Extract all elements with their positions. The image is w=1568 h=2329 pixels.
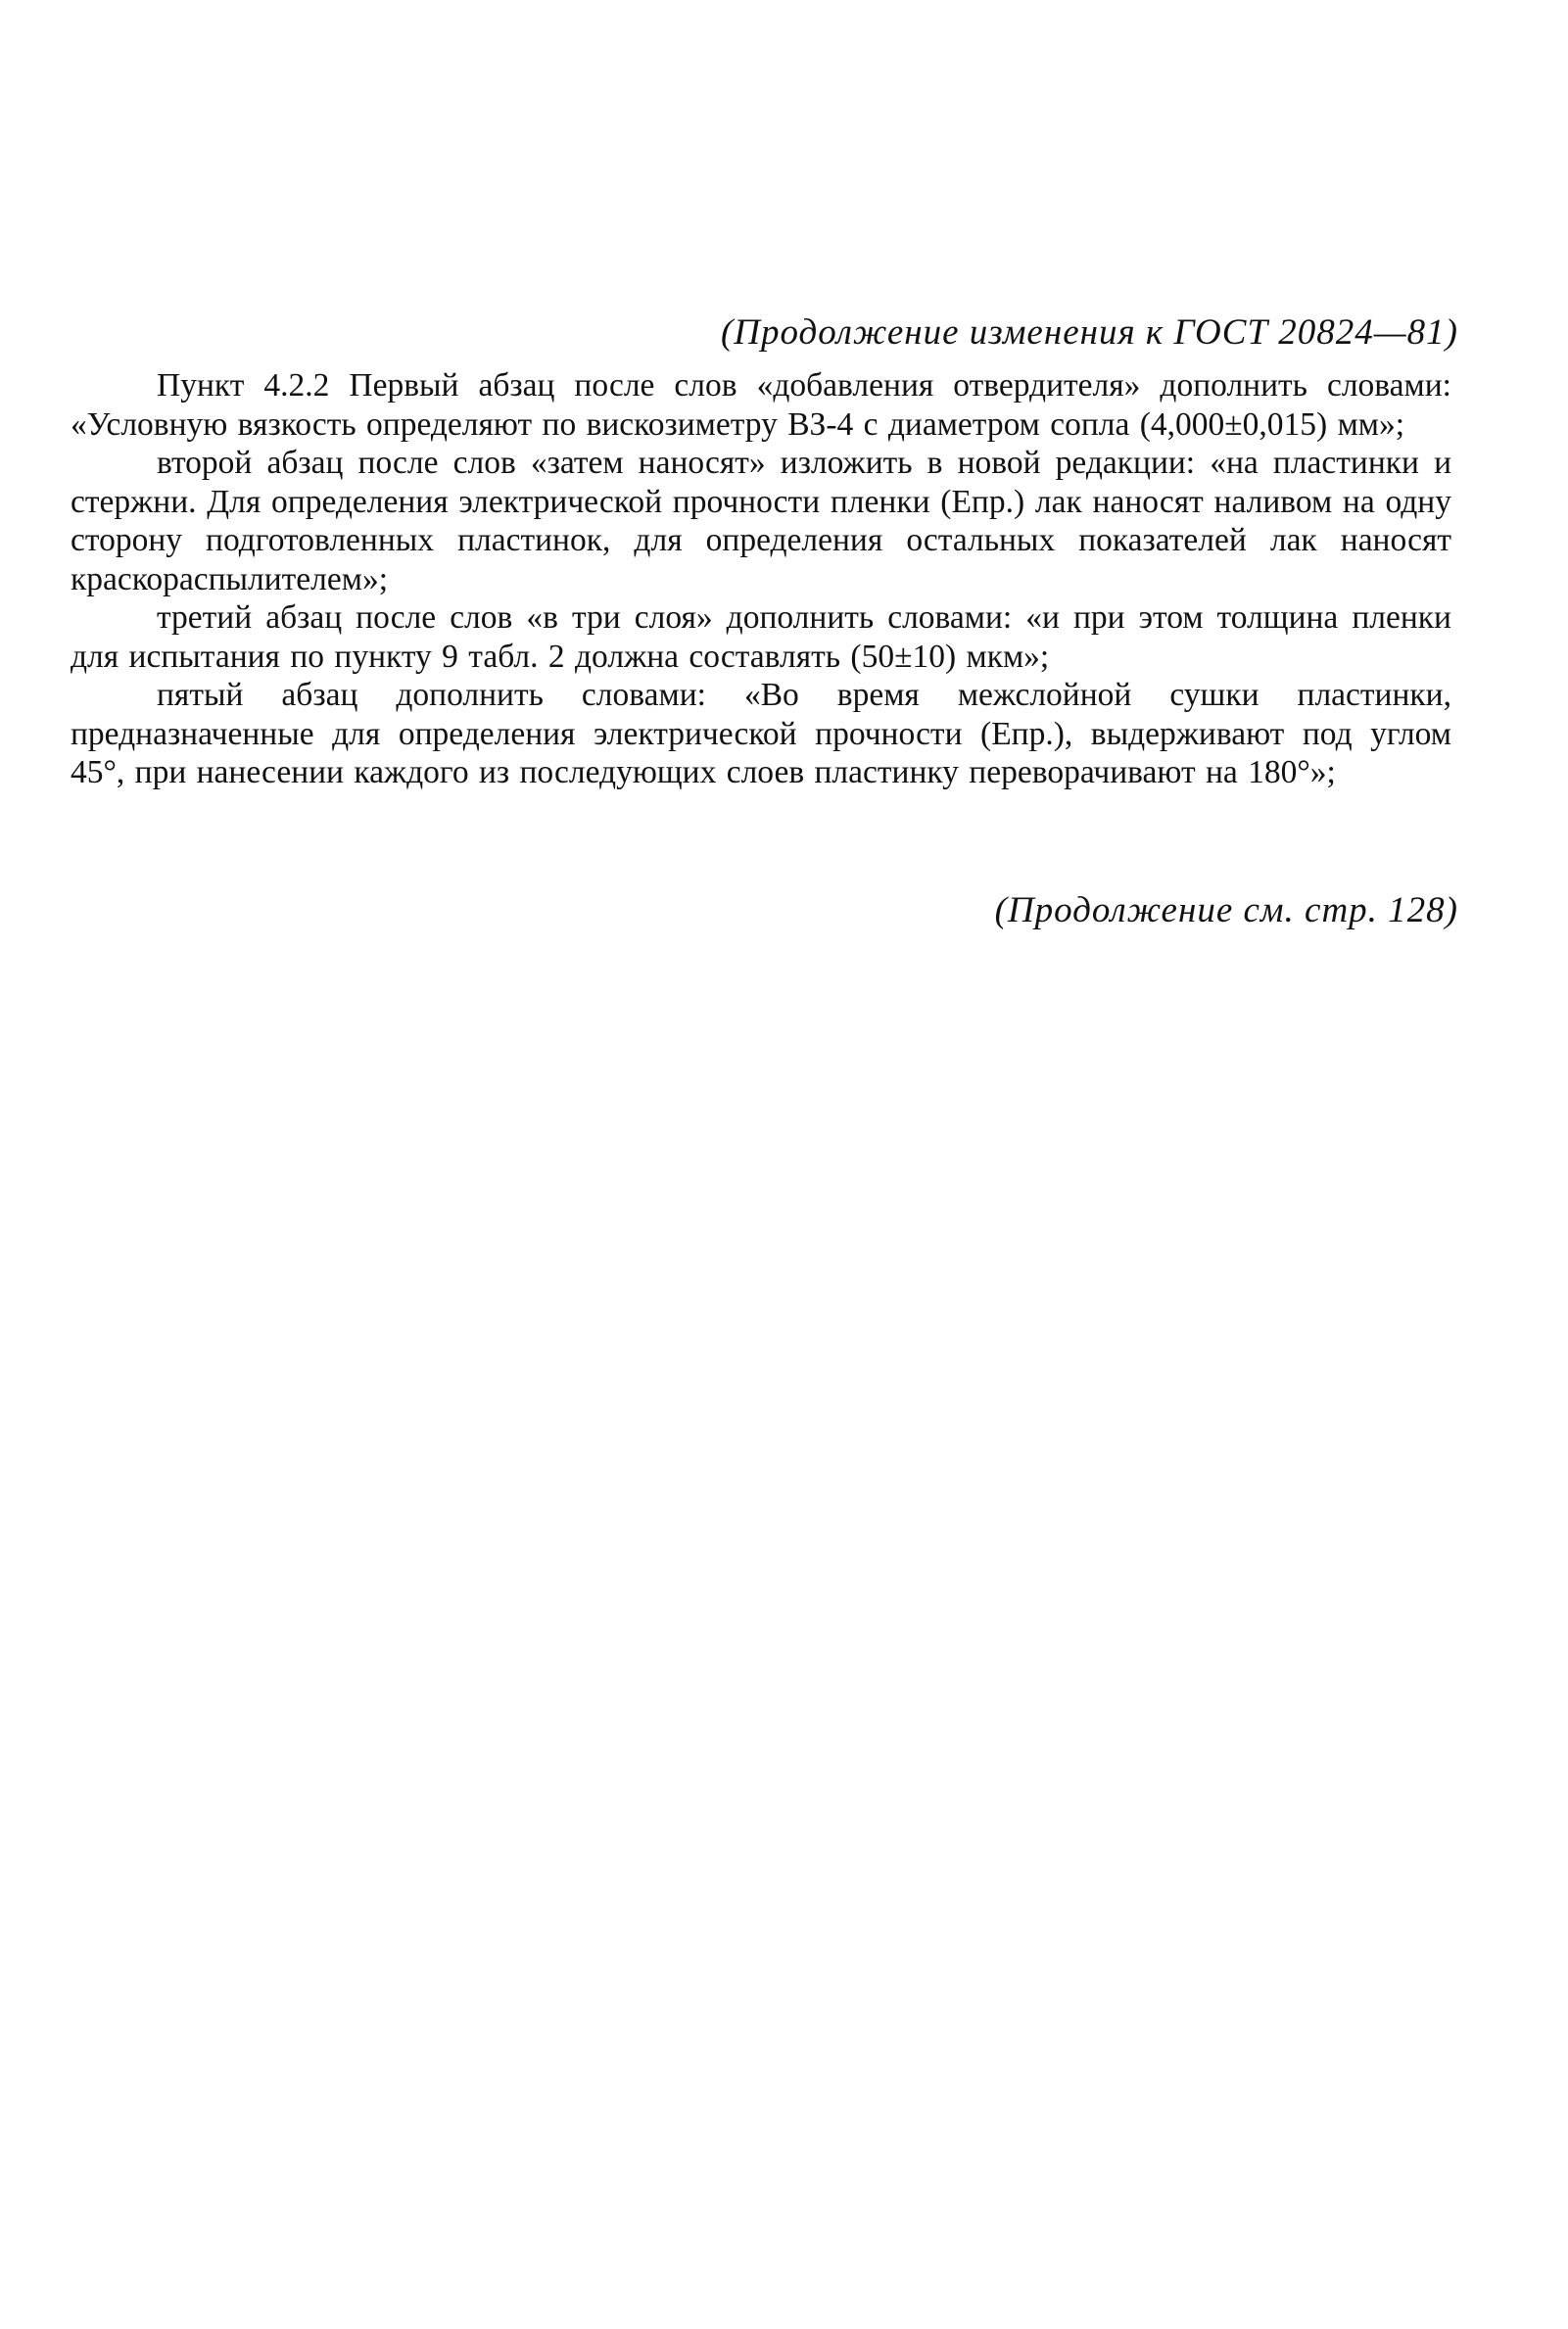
paragraph-second-abzac: второй абзац после слов «затем наносят» изложить в новой редакции: «на пластинки и стержни. Для определения электрической прочности пленки (Eпр.) лак наносят наливом на одну сторону подготовленных пластинок, для определения остальных показателей лак наносят краскораспылителем»; [71,445,1451,597]
document-body [71,366,1451,792]
paragraph-item-4-2-2: Пункт 4.2.2 Первый абзац после слов «добавления отвердителя» дополнить словами: «Условную вязкость определяют по вискозиметру ВЗ-4 с диаметром сопла (4,000±0,015) мм»; [71,367,1451,443]
continuation-header: (Продолжение изменения к ГОСТ 20824—81) [720,312,1458,353]
paragraph-fifth-abzac: пятый абзац дополнить словами: «Во время межслойной сушки пластинки, предназначенные для определения электрической прочности (Eпр.), выдерживают под углом 45°, при нанесении каждого из последующих слоев пластинку переворачивают на 180°»; [71,677,1451,790]
paragraph-third-abzac: третий абзац после слов «в три слоя» дополнить словами: «и при этом толщина пленки для испытания по пункту 9 табл. 2 должна составлять (50±10) мкм»; [71,599,1451,675]
continued-footer: (Продолжение см. стр. 128) [994,890,1458,930]
